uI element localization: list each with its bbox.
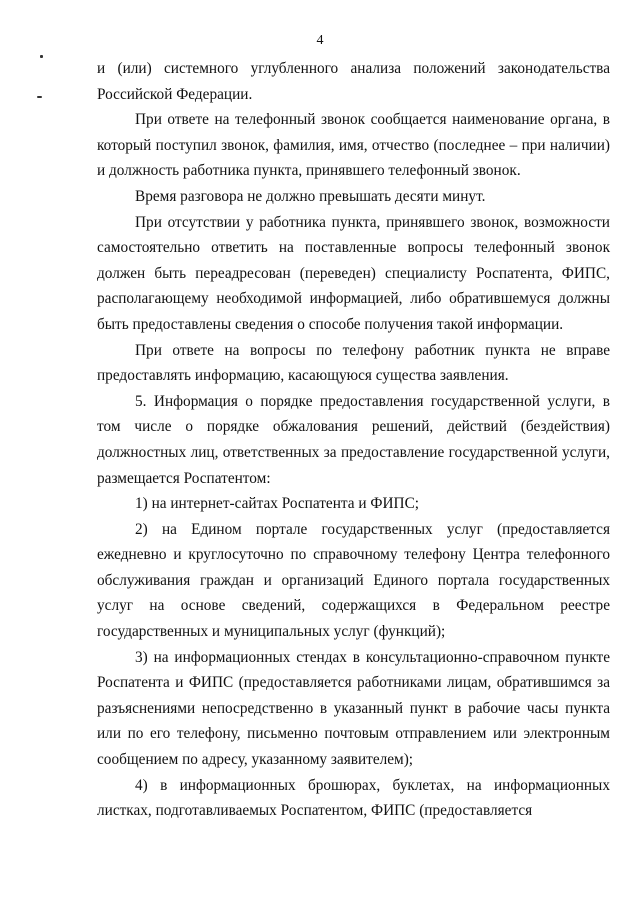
document-body: [97, 56, 610, 824]
scan-speck: [37, 96, 42, 98]
list-item: 4) в информационных брошюрах, буклетах, на информационных листках, подготавливаемых Роспатентом, ФИПС (предоставляется: [97, 776, 610, 820]
paragraph: Время разговора не должно превышать десяти минут.: [135, 187, 486, 205]
list-item: 2) на Едином портале государственных услуг (предоставляется ежедневно и круглосуточно по справочному телефону Центра телефонного обслуживания граждан и организаций Единого портала государственных услуг на основе сведений, содержащихся в Федеральном реестре государственных и муниципальных услуг (функций);: [97, 520, 610, 641]
paragraph: и (или) системного углубленного анализа положений законодательства Российской Федерации.: [97, 60, 610, 103]
paragraph: 5. Информация о порядке предоставления государственной услуги, в том числе о порядке обжалования решений, действий (бездействия) должностных лиц, ответственных за предоставление государственной услуги, размещается Роспатентом:: [97, 392, 610, 487]
paragraph: При ответе на вопросы по телефону работник пункта не вправе предоставлять информацию, касающуюся существа заявления.: [97, 341, 610, 385]
list-item: 3) на информационных стендах в консультационно-справочном пункте Роспатента и ФИПС (предоставляется работниками лицам, обратившимся за разъяснениями непосредственно в указанный пункт в рабочие часы пункта или по его телефону, письменно почтовым отправлением или электронным сообщением по адресу, указанному заявителем);: [97, 648, 610, 769]
scan-speck: [40, 55, 43, 58]
paragraph: При ответе на телефонный звонок сообщается наименование органа, в который поступил звонок, фамилия, имя, отчество (последнее – при наличии) и должность работника пункта, принявшего телефонный звонок.: [97, 111, 610, 180]
page-number: 4: [316, 33, 324, 48]
list-item: 1) на интернет-сайтах Роспатента и ФИПС;: [135, 495, 420, 513]
paragraph: При отсутствии у работника пункта, принявшего звонок, возможности самостоятельно ответить на поставленные вопросы телефонный звонок должен быть переадресован (переведен) специалисту Роспатента, ФИПС, располагающему необходимой информацией, либо обратившемуся должны быть предоставлены сведения о способе получения такой информации.: [97, 213, 610, 333]
